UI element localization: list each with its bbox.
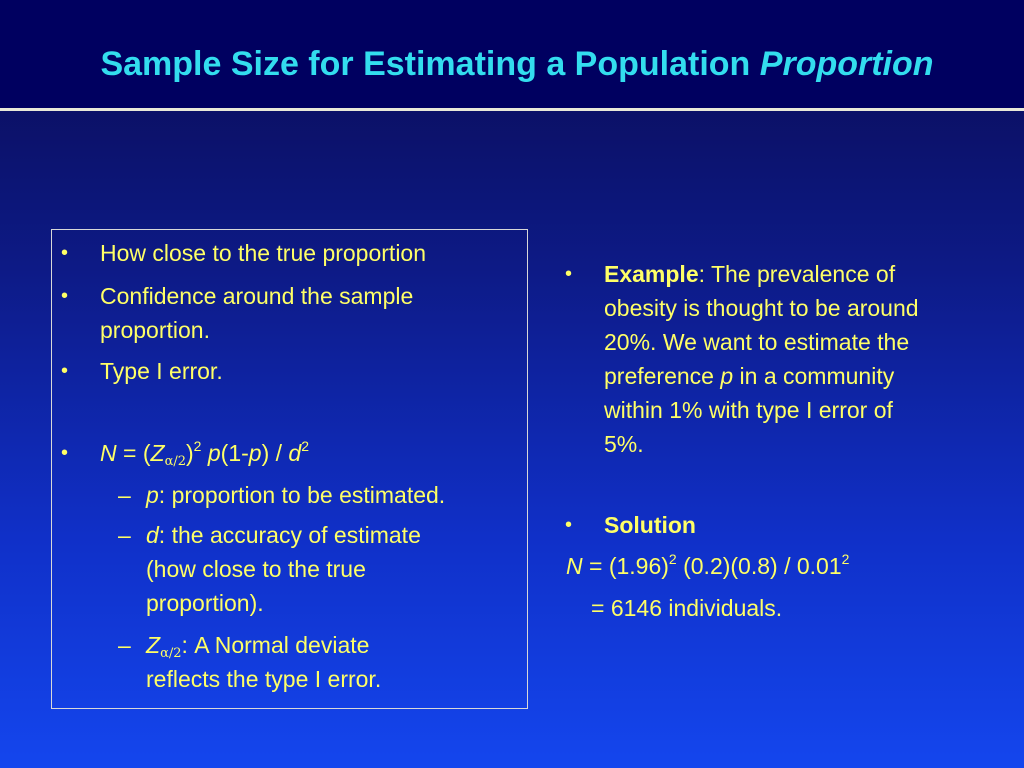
left-item-confidence-line2: proportion. bbox=[100, 317, 210, 343]
example-label: Example bbox=[604, 261, 699, 287]
bullet: • bbox=[61, 242, 69, 264]
solution-eq-2: (0.2)(0.8) / 0.01 bbox=[676, 553, 842, 579]
left-item-type-i-error: Type I error. bbox=[100, 358, 223, 384]
example-p-var: p bbox=[720, 363, 734, 389]
solution-square-1: 2 bbox=[668, 551, 677, 567]
solution-formula bbox=[566, 549, 849, 583]
solution-result: = 6146 individuals. bbox=[591, 595, 783, 621]
formula-eq-open: = ( bbox=[116, 440, 151, 466]
formula-square: 2 bbox=[193, 438, 202, 454]
sub-item-z-line1 bbox=[146, 628, 369, 662]
example-line6: 5%. bbox=[604, 431, 644, 457]
sub-item-z-line2: reflects the type I error. bbox=[146, 666, 382, 692]
example-line3: 20%. We want to estimate the bbox=[604, 329, 910, 355]
sub-item-d-text: : the accuracy of estimate bbox=[158, 522, 421, 548]
sub-item-d-var: d bbox=[146, 522, 159, 548]
left-item-how-close: How close to the true proportion bbox=[100, 240, 427, 266]
formula-n: N bbox=[100, 440, 117, 466]
example-text-4a: preference bbox=[604, 363, 721, 389]
example-line2: obesity is thought to be around bbox=[604, 295, 919, 321]
left-item-confidence-line1: Confidence around the sample bbox=[100, 283, 414, 309]
sub-item-d-line1 bbox=[146, 518, 421, 552]
solution-label-text: Solution bbox=[604, 512, 696, 538]
bullet: • bbox=[565, 263, 573, 285]
solution-square-2: 2 bbox=[841, 551, 850, 567]
formula-z: Z bbox=[150, 440, 165, 466]
slide-title bbox=[0, 44, 1024, 84]
sample-size-formula bbox=[100, 436, 309, 470]
sub-item-d-line2: (how close to the true bbox=[146, 556, 366, 582]
example-text-4b: in a community bbox=[733, 363, 895, 389]
bullet: • bbox=[61, 442, 69, 464]
sub-item-z-var: Z bbox=[146, 632, 161, 658]
example-line4 bbox=[604, 359, 894, 393]
bullet: • bbox=[565, 514, 573, 536]
title-italic: Proportion bbox=[759, 45, 934, 83]
sub-item-p bbox=[146, 478, 445, 512]
title-main: Sample Size for Estimating a Population bbox=[100, 45, 760, 83]
bullet: • bbox=[61, 360, 69, 382]
formula-p2: p bbox=[248, 440, 262, 466]
dash: – bbox=[118, 632, 131, 658]
formula-close: ) bbox=[186, 440, 194, 466]
sub-item-d-line3: proportion). bbox=[146, 590, 264, 616]
formula-alpha-sub: α/2 bbox=[164, 454, 186, 469]
title-divider bbox=[0, 108, 1024, 111]
dash: – bbox=[118, 482, 131, 508]
sub-item-z-sub: α/2 bbox=[160, 646, 182, 661]
solution-eq-1: = (1.96) bbox=[582, 553, 669, 579]
formula-one-minus: (1- bbox=[220, 440, 249, 466]
solution-label bbox=[604, 508, 696, 542]
formula-square-2: 2 bbox=[301, 438, 310, 454]
formula-p: p bbox=[207, 440, 221, 466]
formula-div: ) / bbox=[261, 440, 289, 466]
dash: – bbox=[118, 522, 131, 548]
bullet: • bbox=[61, 285, 69, 307]
example-line1 bbox=[604, 257, 895, 291]
formula-d: d bbox=[288, 440, 302, 466]
example-text-1: : The prevalence of bbox=[698, 261, 896, 287]
sub-item-p-text: : proportion to be estimated. bbox=[158, 482, 446, 508]
sub-item-p-var: p bbox=[146, 482, 159, 508]
sub-item-z-text: : A Normal deviate bbox=[181, 632, 370, 658]
example-line5: within 1% with type I error of bbox=[604, 397, 893, 423]
solution-n: N bbox=[566, 553, 583, 579]
